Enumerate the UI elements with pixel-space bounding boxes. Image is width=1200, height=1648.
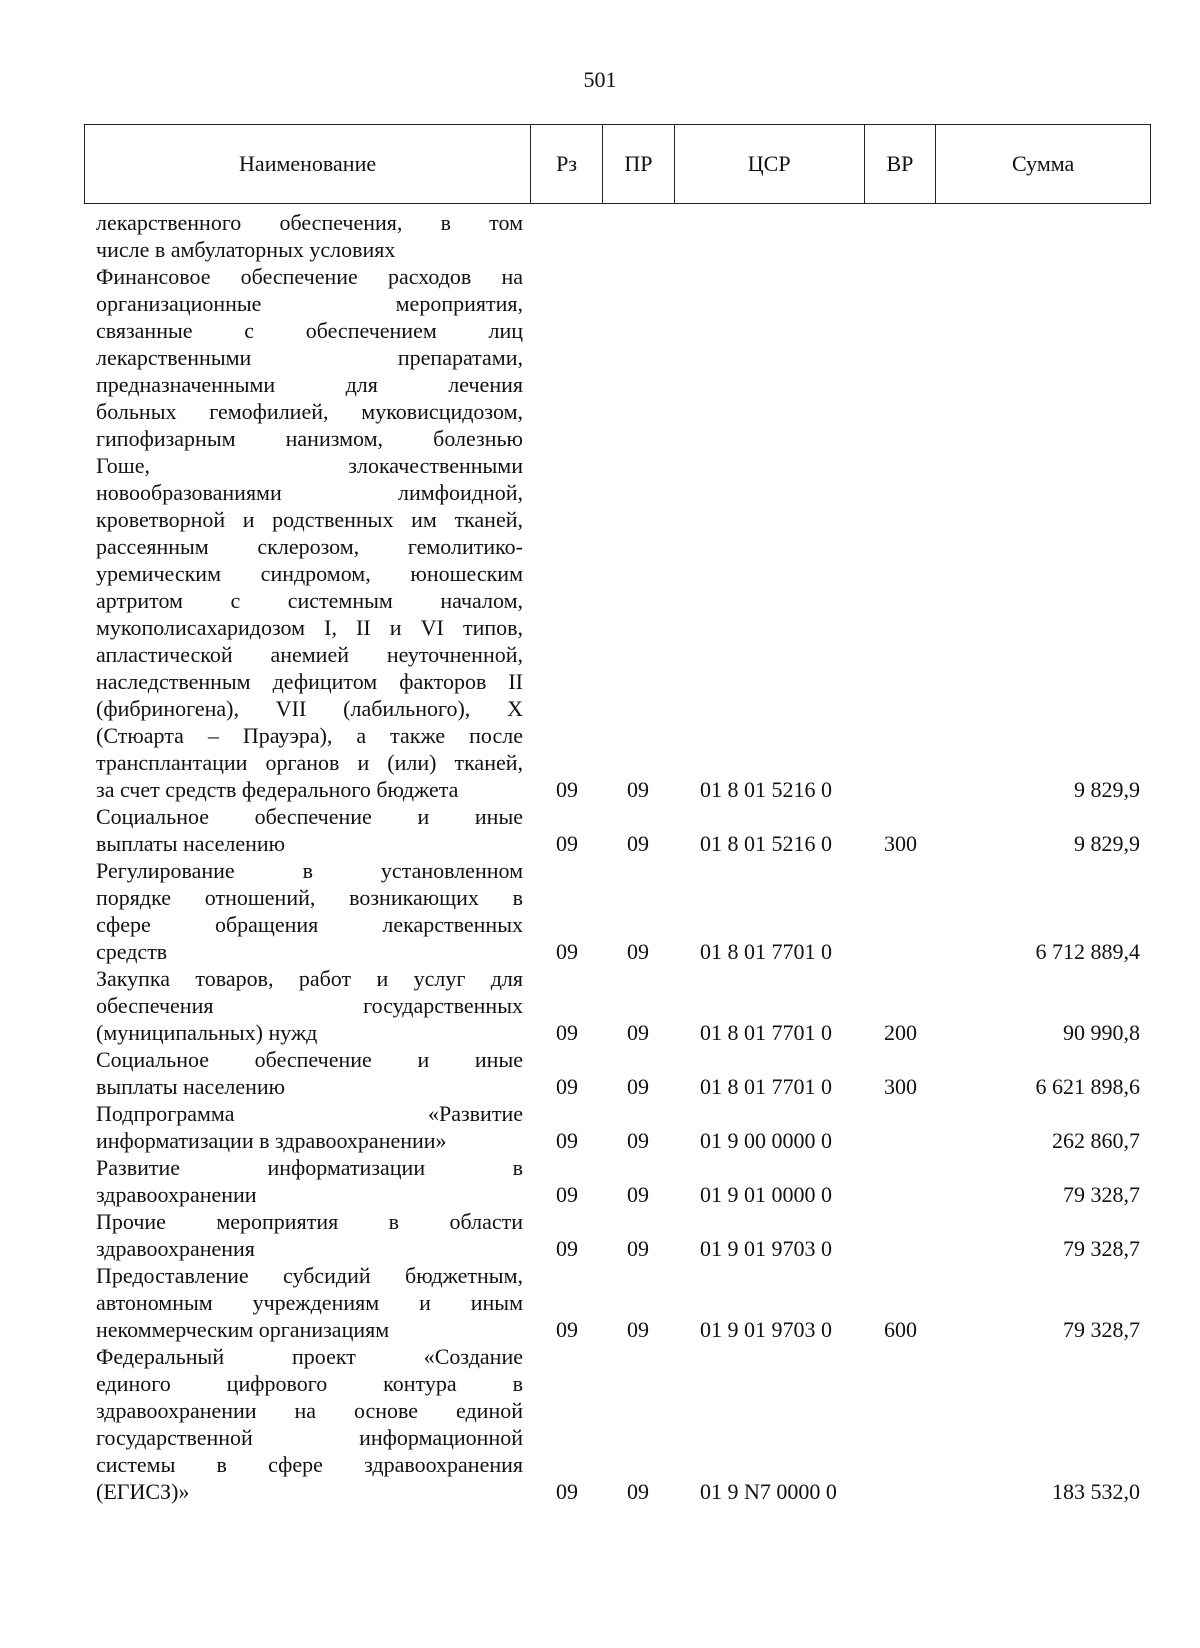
row-csr: 01 8 01 5216 0: [700, 831, 832, 856]
row-name-line: Предоставление субсидий бюджетным,: [96, 1263, 523, 1288]
row-name: [96, 803, 523, 857]
row-name: [96, 209, 523, 263]
row-name: [96, 857, 523, 965]
row-vr: 600: [884, 1317, 917, 1342]
row-pr: 09: [627, 1074, 649, 1099]
row-name-line: наследственным дефицитом факторов II: [96, 669, 523, 694]
row-name-line: кроветворной и родственных им тканей,: [96, 507, 523, 532]
row-csr: 01 8 01 7701 0: [700, 1020, 832, 1045]
row-name-line: (муниципальных) нужд: [96, 1020, 318, 1045]
row-sum: 79 328,7: [1063, 1236, 1140, 1261]
row-csr: 01 8 01 7701 0: [700, 1074, 832, 1099]
row-sum: 79 328,7: [1063, 1317, 1140, 1342]
table-row: [0, 803, 1200, 857]
row-name-line: Прочие мероприятия в области: [96, 1209, 523, 1234]
row-name-line: артритом с системным началом,: [96, 588, 523, 613]
row-name-line: связанные с обеспечением лиц: [96, 318, 523, 343]
row-name: [96, 1046, 523, 1100]
row-name-line: мукополисахаридозом I, II и VI типов,: [96, 615, 523, 640]
row-name-line: единого цифрового контура в: [96, 1371, 523, 1396]
table-header: [84, 124, 1151, 204]
row-name-line: организационные мероприятия,: [96, 291, 523, 316]
header-vr: ВР: [865, 125, 937, 203]
row-name-line: Социальное обеспечение и иные: [96, 1047, 523, 1072]
row-vr: 200: [884, 1020, 917, 1045]
row-name: [96, 1262, 523, 1343]
row-name-line: здравоохранении: [96, 1182, 257, 1207]
row-name: [96, 1343, 523, 1505]
row-sum: 9 829,9: [1074, 777, 1140, 802]
row-csr: 01 9 01 9703 0: [700, 1236, 832, 1261]
row-name-line: автономным учреждениям и иным: [96, 1290, 523, 1315]
row-sum: 9 829,9: [1074, 831, 1140, 856]
row-name-line: предназначенными для лечения: [96, 372, 523, 397]
row-name-line: уремическим синдромом, юношеским: [96, 561, 523, 586]
row-rz: 09: [556, 1479, 578, 1504]
row-sum: 79 328,7: [1063, 1182, 1140, 1207]
row-pr: 09: [627, 1182, 649, 1207]
row-name-line: здравоохранения: [96, 1236, 255, 1261]
row-sum: 183 532,0: [1052, 1479, 1140, 1504]
row-name-line: некоммерческим организациям: [96, 1317, 390, 1342]
header-name: Наименование: [85, 125, 531, 203]
row-name: [96, 263, 523, 803]
row-name-line: порядке отношений, возникающих в: [96, 885, 523, 910]
row-pr: 09: [627, 1479, 649, 1504]
row-name-line: сфере обращения лекарственных: [96, 912, 523, 937]
table-row: [0, 1262, 1200, 1343]
row-name-line: Регулирование в установленном: [96, 858, 523, 883]
table-body: [0, 209, 1200, 1505]
row-pr: 09: [627, 1128, 649, 1153]
row-rz: 09: [556, 1020, 578, 1045]
row-name-line: Подпрограмма «Развитие: [96, 1101, 523, 1126]
row-csr: 01 9 N7 0000 0: [700, 1479, 837, 1504]
row-name-line: информатизации в здравоохранении»: [96, 1128, 447, 1153]
row-rz: 09: [556, 1182, 578, 1207]
row-name-line: Социальное обеспечение и иные: [96, 804, 523, 829]
row-name-line: Развитие информатизации в: [96, 1155, 523, 1180]
row-name-line: Федеральный проект «Создание: [96, 1344, 523, 1369]
row-rz: 09: [556, 939, 578, 964]
row-name: [96, 965, 523, 1046]
row-name: [96, 1100, 523, 1154]
row-name-line: здравоохранении на основе единой: [96, 1398, 523, 1423]
row-name-line: государственной информационной: [96, 1425, 523, 1450]
row-pr: 09: [627, 777, 649, 802]
row-name-line: числе в амбулаторных условиях: [96, 237, 396, 262]
row-name-line: гипофизарным нанизмом, болезнью: [96, 426, 523, 451]
row-name: [96, 1154, 523, 1208]
row-name-line: апластической анемией неуточненной,: [96, 642, 523, 667]
row-name-line: системы в сфере здравоохранения: [96, 1452, 523, 1477]
page-number: 501: [583, 67, 617, 92]
table-row: [0, 857, 1200, 965]
row-pr: 09: [627, 1236, 649, 1261]
row-csr: 01 8 01 5216 0: [700, 777, 832, 802]
row-csr: 01 9 01 9703 0: [700, 1317, 832, 1342]
row-name-line: обеспечения государственных: [96, 993, 523, 1018]
row-sum: 6 712 889,4: [1035, 939, 1140, 964]
header-pr: ПР: [603, 125, 675, 203]
table-row: [0, 263, 1200, 803]
header-sum: Сумма: [1012, 151, 1075, 176]
row-pr: 09: [627, 1317, 649, 1342]
table-row: [0, 965, 1200, 1046]
row-rz: 09: [556, 777, 578, 802]
row-name-line: трансплантации органов и (или) тканей,: [96, 750, 523, 775]
table-row: [0, 1046, 1200, 1100]
row-pr: 09: [627, 939, 649, 964]
row-rz: 09: [556, 1236, 578, 1261]
row-vr: 300: [884, 1074, 917, 1099]
row-name-line: лекарственного обеспечения, в том: [96, 210, 523, 235]
header-csr: ЦСР: [675, 125, 865, 203]
row-name-line: лекарственными препаратами,: [96, 345, 523, 370]
row-sum: 262 860,7: [1052, 1128, 1140, 1153]
row-sum: 90 990,8: [1063, 1020, 1140, 1045]
row-name-line: (Стюарта – Прауэра), а также после: [96, 723, 523, 748]
row-name-line: новообразованиями лимфоидной,: [96, 480, 523, 505]
header-rz: Рз: [531, 125, 603, 203]
table-row: [0, 1154, 1200, 1208]
row-name-line: средств: [96, 939, 168, 964]
row-rz: 09: [556, 1317, 578, 1342]
row-name-line: Закупка товаров, работ и услуг для: [96, 966, 523, 991]
row-pr: 09: [627, 1020, 649, 1045]
row-rz: 09: [556, 1074, 578, 1099]
row-pr: 09: [627, 831, 649, 856]
row-rz: 09: [556, 1128, 578, 1153]
row-name: [96, 1208, 523, 1262]
row-name-line: Гоше, злокачественными: [96, 453, 523, 478]
row-name-line: больных гемофилией, муковисцидозом,: [96, 399, 523, 424]
row-name-line: рассеянным склерозом, гемолитико-: [96, 534, 523, 559]
row-sum: 6 621 898,6: [1035, 1074, 1140, 1099]
row-name-line: (ЕГИСЗ)»: [96, 1479, 190, 1504]
row-name-line: выплаты населению: [96, 1074, 286, 1099]
row-name-line: за счет средств федерального бюджета: [96, 777, 459, 802]
row-csr: 01 8 01 7701 0: [700, 939, 832, 964]
table-row: [0, 1208, 1200, 1262]
row-name-line: (фибриногена), VII (лабильного), X: [96, 696, 523, 721]
table-row: [0, 1100, 1200, 1154]
row-csr: 01 9 01 0000 0: [700, 1182, 832, 1207]
table-row: [0, 209, 1200, 263]
row-name-line: выплаты населению: [96, 831, 286, 856]
row-rz: 09: [556, 831, 578, 856]
row-csr: 01 9 00 0000 0: [700, 1128, 832, 1153]
row-name-line: Финансовое обеспечение расходов на: [96, 264, 523, 289]
table-row: [0, 1343, 1200, 1505]
row-vr: 300: [884, 831, 917, 856]
